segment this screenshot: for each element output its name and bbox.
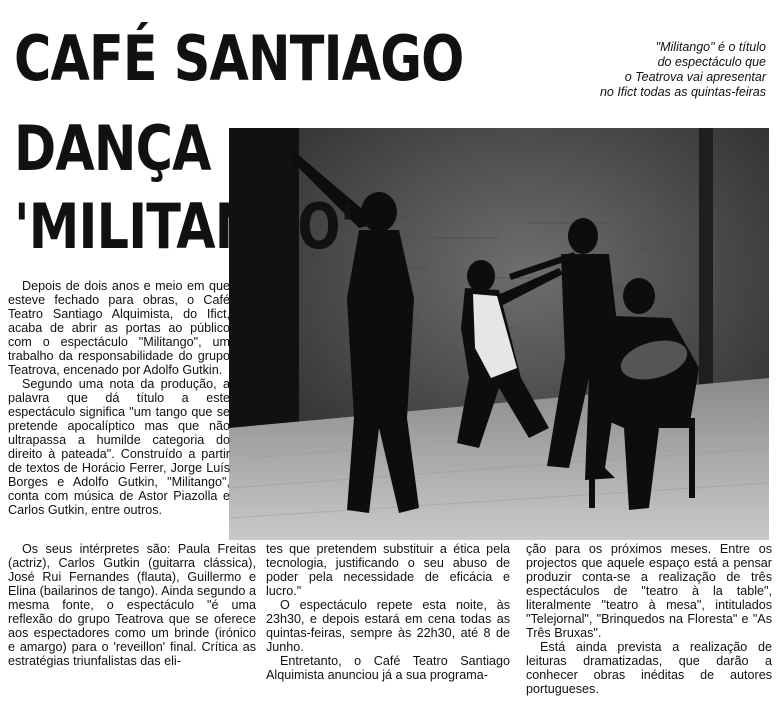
headline-line-3: 'MILITANGO': [14, 190, 355, 263]
article-paragraph: O espectáculo repete esta noite, às 23h30, e depois estará em cena todas as quintas-feiras, sempre às 22h30, até 8 de Junho.: [266, 598, 510, 654]
article-paragraph: Segundo uma nota da produção, a palavra que dá título a este espectáculo significa "um tango que se pretende apocalíptico mas que não ultrapassa a humilde categoria do direito à pateada". Construído a partir de textos de Horácio Ferrer, Jorge Luís Borges e Adolfo Gutkin, "Militango", conta com música de Astor Piazolla e Carlos Gutkin, entre outros.: [8, 377, 230, 517]
article-paragraph: Depois de dois anos e meio em que esteve fechado para obras, o Café Teatro Santiago Alquimista, do Ifict, acaba de abrir as portas ao público com o espectáculo "Militango", um trabalho da responsabilidade do grupo Teatrova, encenado por Adolfo Gutkin.: [8, 279, 230, 377]
caption-line: "Militango" é o título: [655, 40, 766, 54]
article-column-1: [8, 279, 230, 517]
article-paragraph: tes que pretendem substituir a ética pela tecnologia, justificando o seu abuso de poder pela necessidade de eficácia e lucro.": [266, 542, 510, 598]
article-column-1-bottom: [8, 542, 256, 668]
headline-line-1: CAFÉ SANTIAGO: [14, 22, 464, 95]
article-column-2: [266, 542, 510, 682]
headline-line-2: DANÇA: [14, 112, 211, 185]
article-paragraph: Entretanto, o Café Teatro Santiago Alquimista anunciou já a sua programa-: [266, 654, 510, 682]
caption-line: no Ifict todas as quintas-feiras: [599, 85, 766, 99]
article-paragraph: ção para os próximos meses. Entre os projectos que aquele espaço está a pensar produzir conta-se a realização de três espectáculos de "teatro à la table", literalmente "teatro à mesa", intitulados "Telejornal", "Brinquedos na Floresta" e "As Três Bruxas".: [526, 542, 772, 640]
article-column-3: [526, 542, 772, 696]
caption-line: do espectáculo que: [657, 55, 766, 69]
photo-caption: [556, 40, 766, 100]
article-paragraph: Está ainda prevista a realização de leituras dramatizadas, que darão a conhecer obras inéditas de autores portugueses.: [526, 640, 772, 696]
article-paragraph: Os seus intérpretes são: Paula Freitas (actriz), Carlos Gutkin (guitarra clássica), José Rui Fernandes (flauta), Guillermo e Elina (bailarinos de tango). Ainda segundo a mesma fonte, o espectáculo "é uma reflexão do grupo Teatrova que se oferece aos espectadores como um brinde (irónico e amargo) para o 'reveillon' final. Crítica as estratégias triunfalistas das eli-: [8, 542, 256, 668]
caption-line: o Teatrova vai apresentar: [624, 70, 766, 84]
